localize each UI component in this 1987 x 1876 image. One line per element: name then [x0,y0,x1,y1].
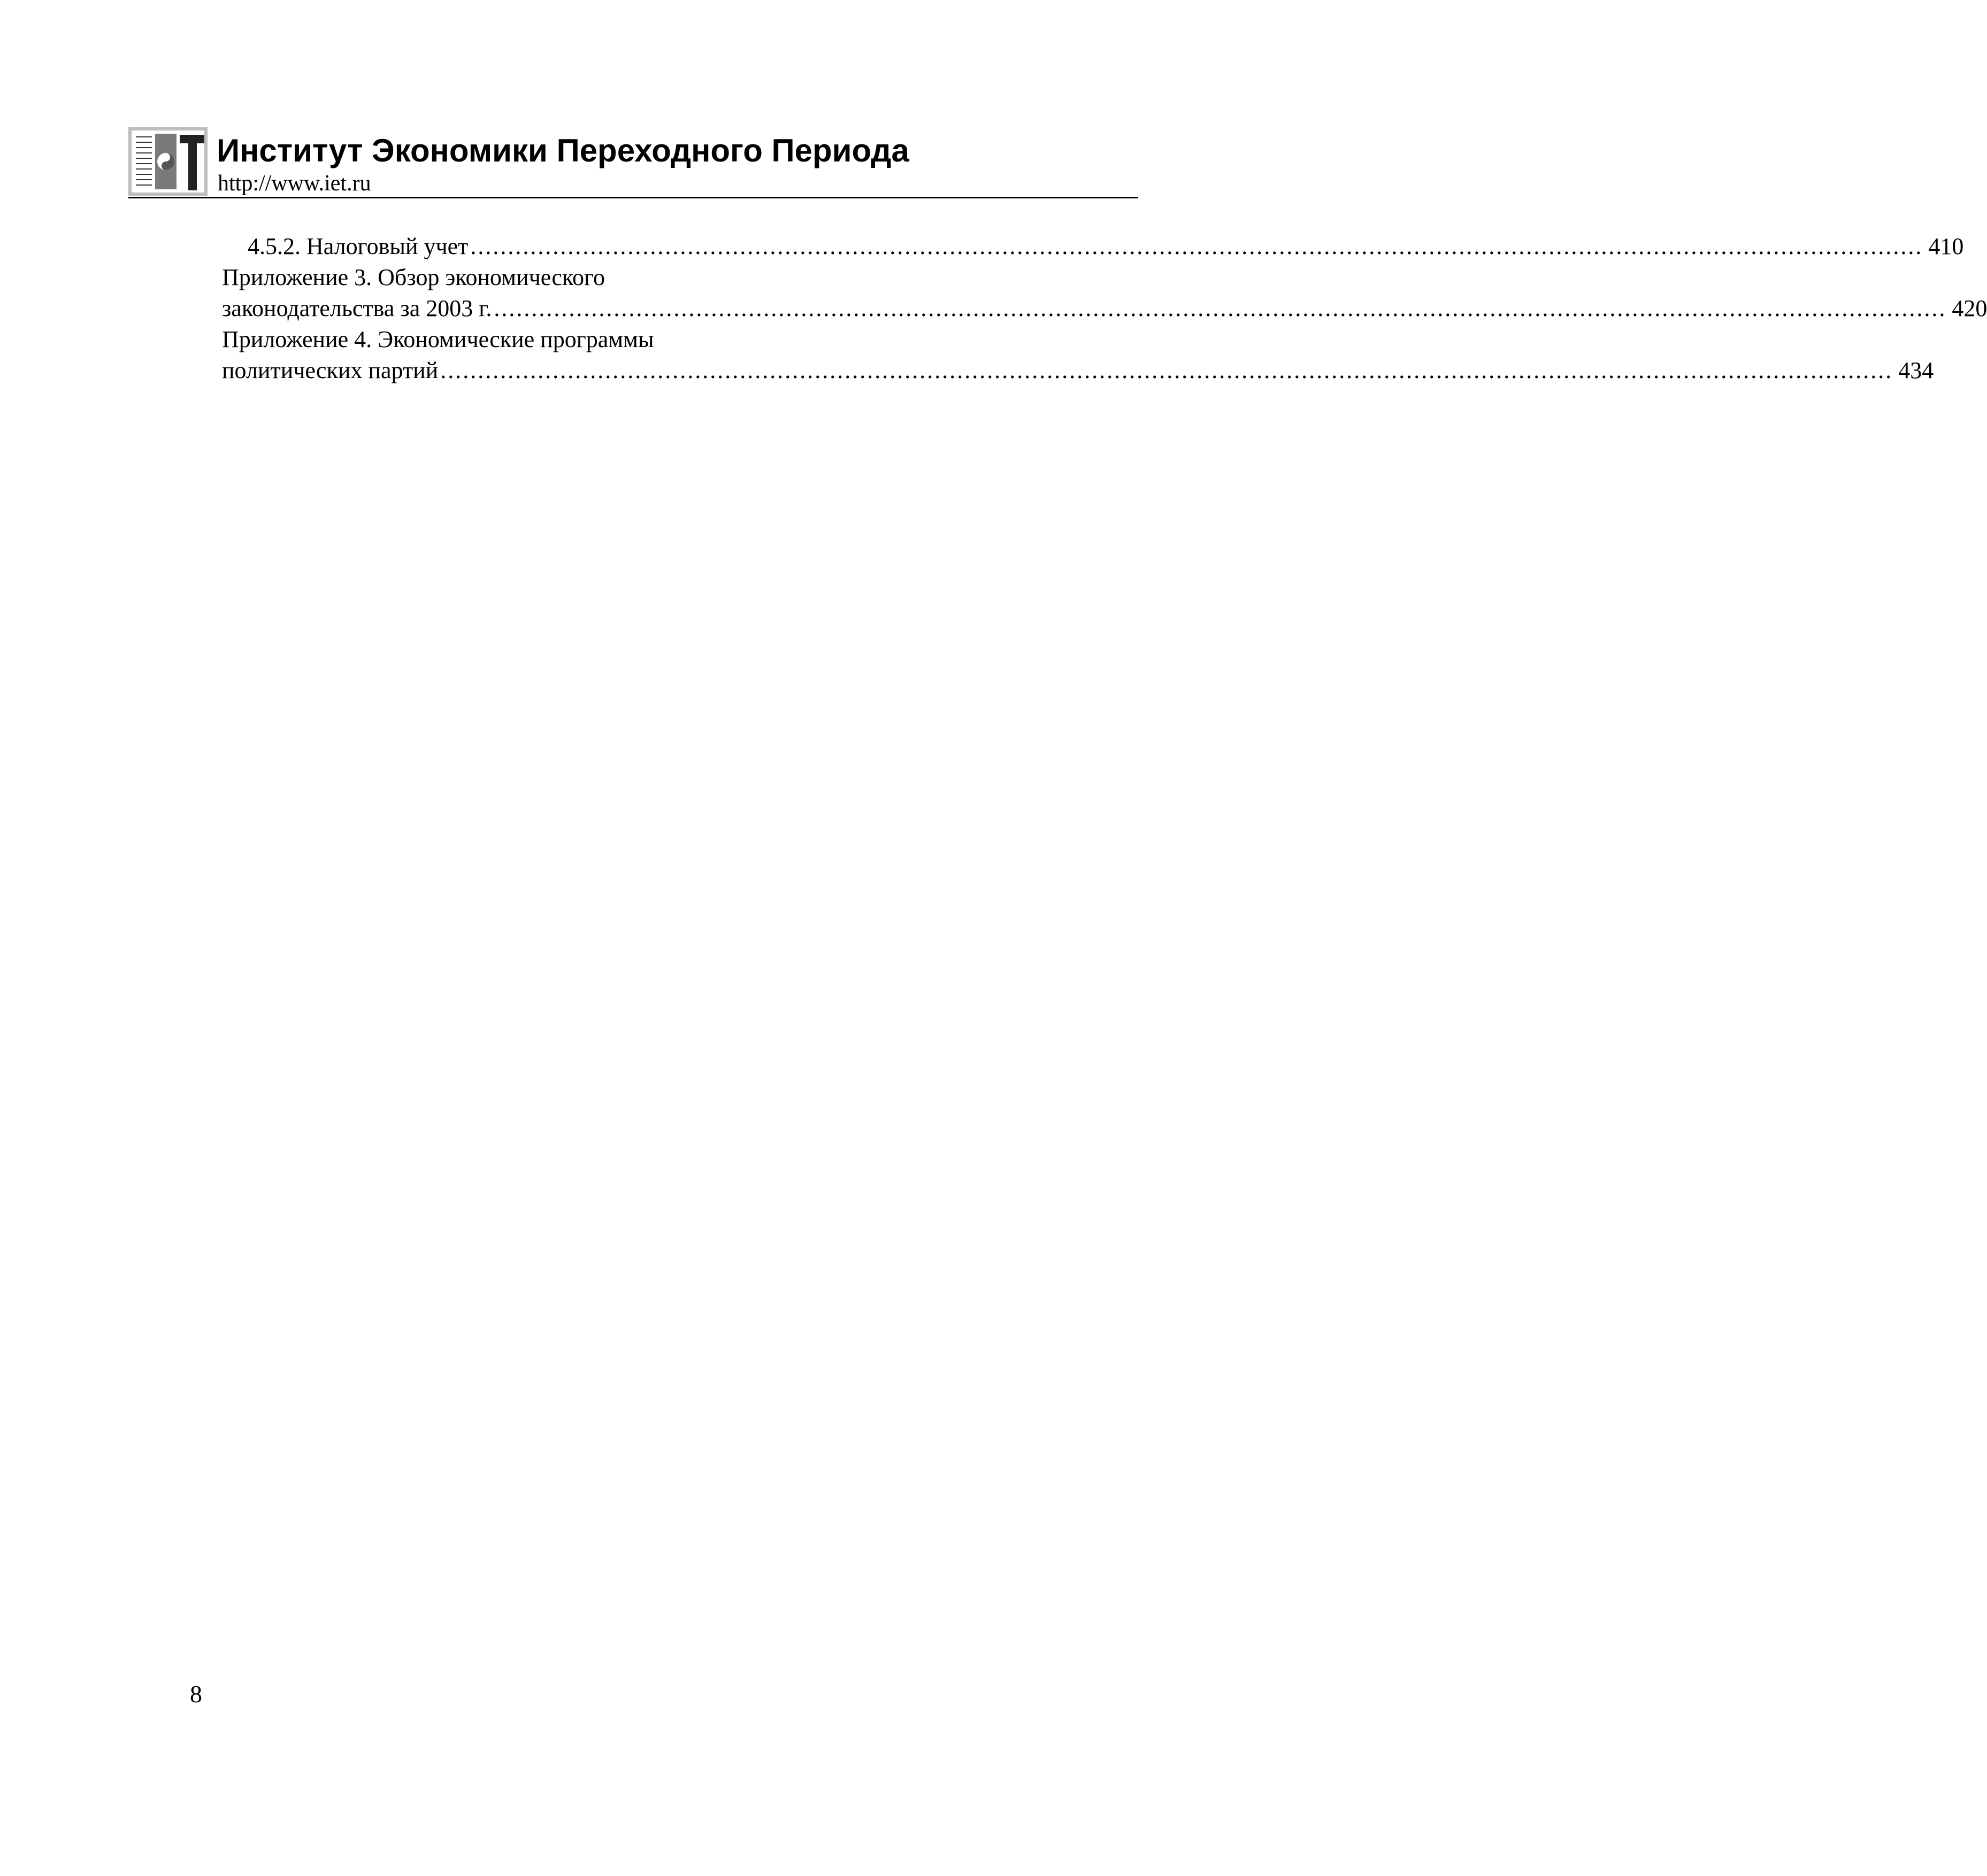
institute-name: Институт Экономики Переходного Периода [217,133,909,168]
toc-entry-title: Приложение 4. Экономические программы [222,326,654,352]
toc-entry-title: 4.5.2. Налоговый учет [248,233,469,259]
toc-entry-title: Приложение 3. Обзор экономического [222,264,605,290]
toc-entry-page: 410 [1928,233,1964,259]
toc-entry-title: политических партий [222,357,439,383]
page-header [128,124,1138,199]
toc-leader-dots: .................................................................................................................................................................................................. [440,357,1893,383]
page-number: 8 [190,1680,202,1708]
table-of-contents [222,231,1987,386]
toc-entry-page: 420 [1952,295,1987,321]
institute-url[interactable]: http://www.iet.ru [218,171,371,196]
toc-entry[interactable] [222,324,1083,355]
toc-leader-dots: .................................................................................................................................................................................................. [494,295,1947,321]
toc-entry-page: 434 [1898,357,1934,383]
iet-logo-icon [128,127,208,196]
toc-entry[interactable] [222,355,1934,386]
header-divider [128,197,1138,198]
toc-entry[interactable] [222,231,1964,262]
toc-leader-dots: .................................................................................................................................................................................................. [470,233,1923,259]
toc-entry-title: законодательства за 2003 г. [222,295,492,321]
toc-entry[interactable] [222,293,1987,324]
toc-entry[interactable] [222,262,1083,293]
